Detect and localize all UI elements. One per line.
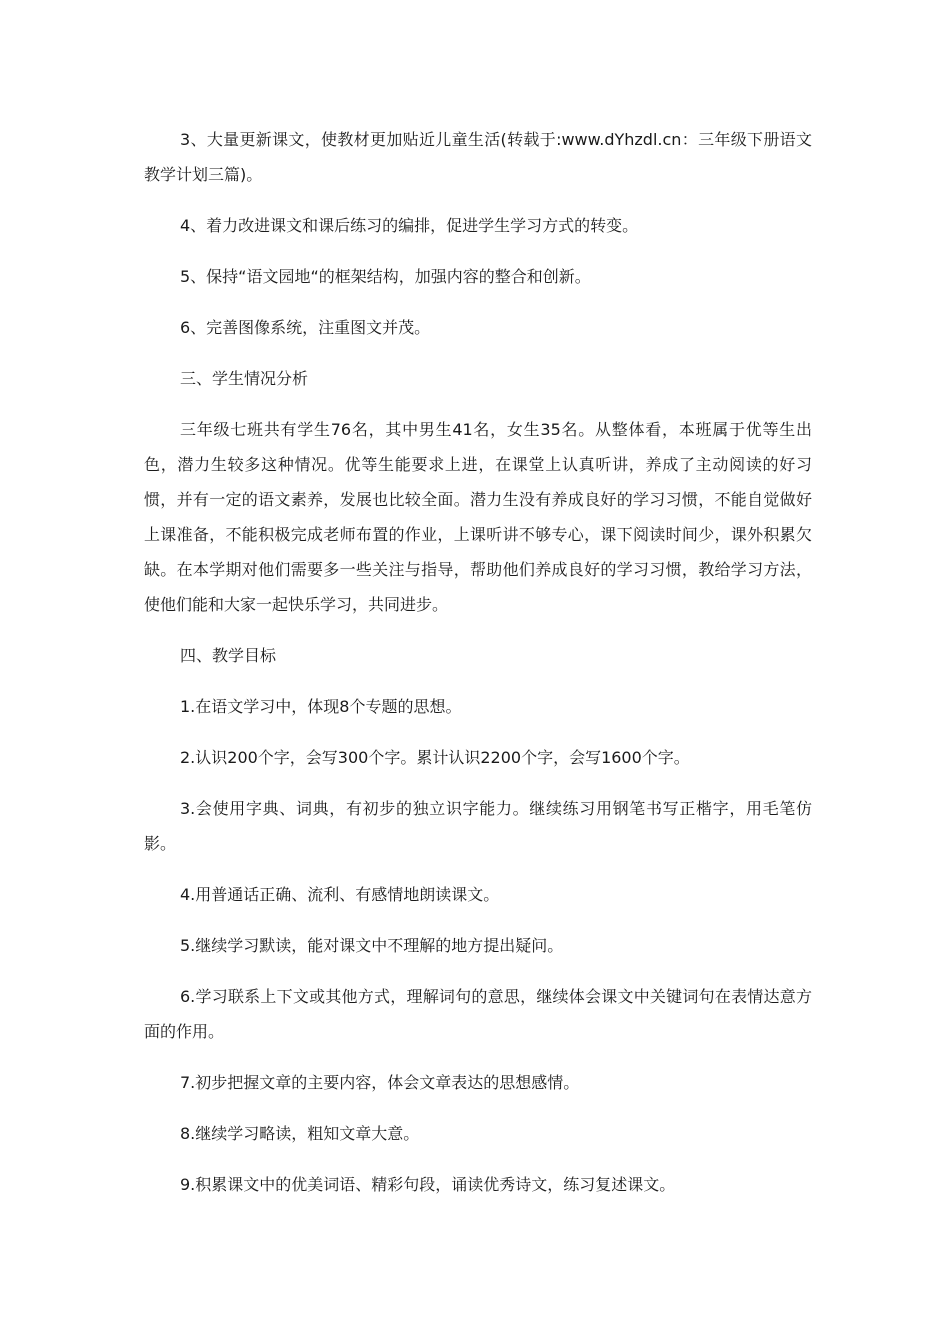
section-heading-teaching-goals: 四、教学目标	[180, 646, 277, 665]
goal-item-5: 5.继续学习默读，能对课文中不理解的地方提出疑问。	[180, 936, 564, 955]
document-body	[144, 122, 812, 1218]
paragraph-item-4: 4、着力改进课文和课后练习的编排，促进学生学习方式的转变。	[180, 216, 639, 235]
goal-item-2: 2.认识200个字，会写300个字。累计认识2200个字，会写1600个字。	[180, 748, 690, 767]
goal-item-8: 8.继续学习略读，粗知文章大意。	[180, 1124, 420, 1143]
section-heading-student-analysis: 三、学生情况分析	[180, 369, 309, 388]
paragraph-item-5: 5、保持“语文园地“的框架结构，加强内容的整合和创新。	[180, 267, 591, 286]
goal-item-6: 6.学习联系上下文或其他方式，理解词句的意思，继续体会课文中关键词句在表情达意方面的作用。	[144, 987, 812, 1041]
goal-item-7: 7.初步把握文章的主要内容，体会文章表达的思想感情。	[180, 1073, 580, 1092]
goal-item-3: 3.会使用字典、词典，有初步的独立识字能力。继续练习用钢笔书写正楷字，用毛笔仿影。	[144, 799, 812, 853]
goal-item-1: 1.在语文学习中，体现8个专题的思想。	[180, 697, 462, 716]
paragraph-item-3: 3、大量更新课文，使教材更加贴近儿童生活(转载于:www.dYhzdl.cn：三年级下册语文教学计划三篇)。	[144, 130, 812, 184]
paragraph-student-analysis: 三年级七班共有学生76名，其中男生41名，女生35名。从整体看，本班属于优等生出色，潜力生较多这种情况。优等生能要求上进，在课堂上认真听讲，养成了主动阅读的好习惯，并有一定的语文素养，发展也比较全面。潜力生没有养成良好的学习习惯，不能自觉做好上课准备，不能积极完成老师布置的作业，上课听讲不够专心，课下阅读时间少，课外积累欠缺。在本学期对他们需要多一些关注与指导，帮助他们养成良好的学习习惯，教给学习方法，使他们能和大家一起快乐学习，共同进步。	[144, 420, 812, 614]
goal-item-4: 4.用普通话正确、流利、有感情地朗读课文。	[180, 885, 500, 904]
paragraph-item-6: 6、完善图像系统，注重图文并茂。	[180, 318, 431, 337]
goal-item-9: 9.积累课文中的优美词语、精彩句段，诵读优秀诗文，练习复述课文。	[180, 1175, 676, 1194]
